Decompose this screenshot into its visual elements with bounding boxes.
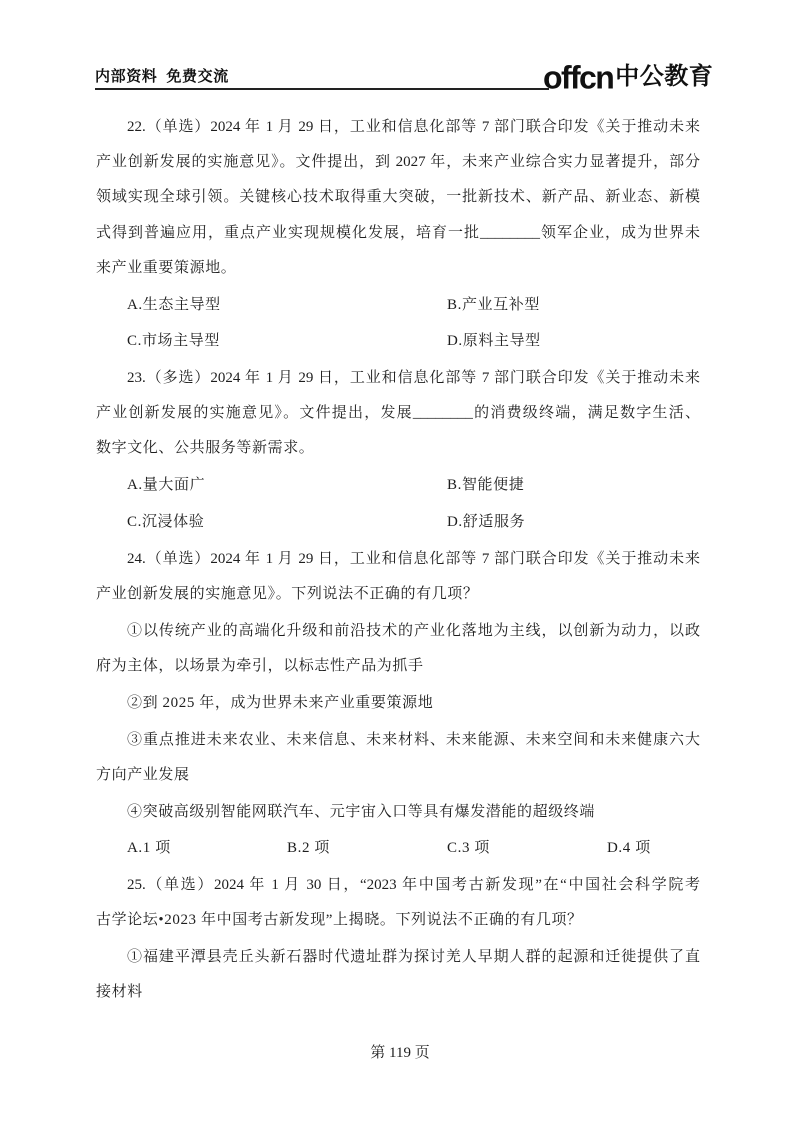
question-22-options-row-1: [96, 288, 700, 323]
question-25-statement-1: [96, 940, 700, 1010]
statement-line: 接材料: [96, 984, 143, 1001]
question-24-statement-1: [96, 614, 700, 684]
question-22-stem: [96, 110, 700, 286]
stem-line: 产业创新发展的实施意见》。文件提出，发展________的消费级终端，满足数字生活、: [96, 405, 700, 422]
question-23-options-row-2: [96, 505, 700, 540]
offcn-logo: [543, 57, 713, 97]
logo-wordmark-cjk: 中公教育: [615, 63, 714, 91]
document-body: [96, 110, 700, 1010]
header-label-free: 免费交流: [166, 68, 229, 85]
statement-line: 府为主体，以场景为牵引，以标志性产品为抓手: [96, 657, 424, 674]
question-24-stem: [96, 542, 700, 612]
stem-line: 古学论坛•2023 年中国考古新发现”上揭晓。下列说法不正确的有几项？: [96, 912, 583, 929]
stem-line: 数字文化、公共服务等新需求。: [96, 440, 315, 457]
option-c: C.3 项: [447, 840, 491, 857]
page-number: 第 119 页: [370, 1045, 430, 1061]
option-d: D.舒适服务: [447, 514, 526, 531]
statement-line: ③重点推进未来农业、未来信息、未来材料、未来能源、未来空间和未来健康六大: [127, 731, 700, 748]
statement-line: ①福建平潭县壳丘头新石器时代遗址群为探讨羌人早期人群的起源和迁徙提供了直: [127, 949, 700, 966]
statement-line: ①以传统产业的高端化升级和前沿技术的产业化落地为主线，以创新为动力，以政: [127, 622, 700, 639]
header-label-internal: 内部资料: [95, 68, 158, 85]
question-24-statement-3: [96, 723, 700, 793]
header-rule: [95, 88, 549, 90]
option-b: B.智能便捷: [447, 477, 525, 494]
question-24-options-row: [96, 831, 700, 866]
statement-line: 方向产业发展: [96, 766, 190, 783]
question-24-statement-2: [96, 686, 700, 721]
stem-line: 领域实现全球引领。关键核心技术取得重大突破，一批新技术、新产品、新业态、新模: [96, 189, 700, 206]
statement-line: ④突破高级别智能网联汽车、元宇宙入口等具有爆发潜能的超级终端: [127, 803, 596, 820]
option-b: B.2 项: [287, 840, 331, 857]
stem-line: 来产业重要策源地。: [96, 259, 237, 276]
question-24-statement-4: [96, 795, 700, 830]
stem-line: 23.（多选）2024 年 1 月 29 日，工业和信息化部等 7 部门联合印发《关于推动未来: [127, 370, 700, 387]
logo-wordmark-latin: offcn: [543, 59, 614, 96]
option-a: A.量大面广: [127, 477, 206, 494]
option-b: B.产业互补型: [447, 296, 540, 313]
option-a: A.1 项: [127, 840, 171, 857]
question-23-stem: [96, 361, 700, 467]
question-25-stem: [96, 868, 700, 938]
statement-line: ②到 2025 年，成为世界未来产业重要策源地: [127, 694, 434, 711]
stem-line: 式得到普遍应用，重点产业实现规模化发展，培育一批________领军企业，成为世界未: [96, 224, 700, 241]
question-22-options-row-2: [96, 324, 700, 359]
option-c: C.沉浸体验: [127, 514, 205, 531]
stem-line: 产业创新发展的实施意见》。下列说法不正确的有几项？: [96, 586, 479, 602]
question-23-options-row-1: [96, 468, 700, 503]
option-c: C.市场主导型: [127, 333, 220, 350]
option-d: D.原料主导型: [447, 333, 541, 350]
stem-line: 产业创新发展的实施意见》。文件提出，到 2027 年，未来产业综合实力显著提升，部分: [96, 154, 700, 171]
option-a: A.生态主导型: [127, 296, 221, 313]
stem-line: 24.（单选）2024 年 1 月 29 日，工业和信息化部等 7 部门联合印发《关于推动未来: [127, 550, 700, 567]
stem-line: 22.（单选）2024 年 1 月 29 日，工业和信息化部等 7 部门联合印发《关于推动未来: [127, 119, 700, 135]
option-d: D.4 项: [607, 840, 651, 857]
page-header: [95, 66, 229, 88]
stem-line: 25.（单选）2024 年 1 月 30 日，“2023 年中国考古新发现”在“中国社会科学院考: [127, 877, 700, 894]
